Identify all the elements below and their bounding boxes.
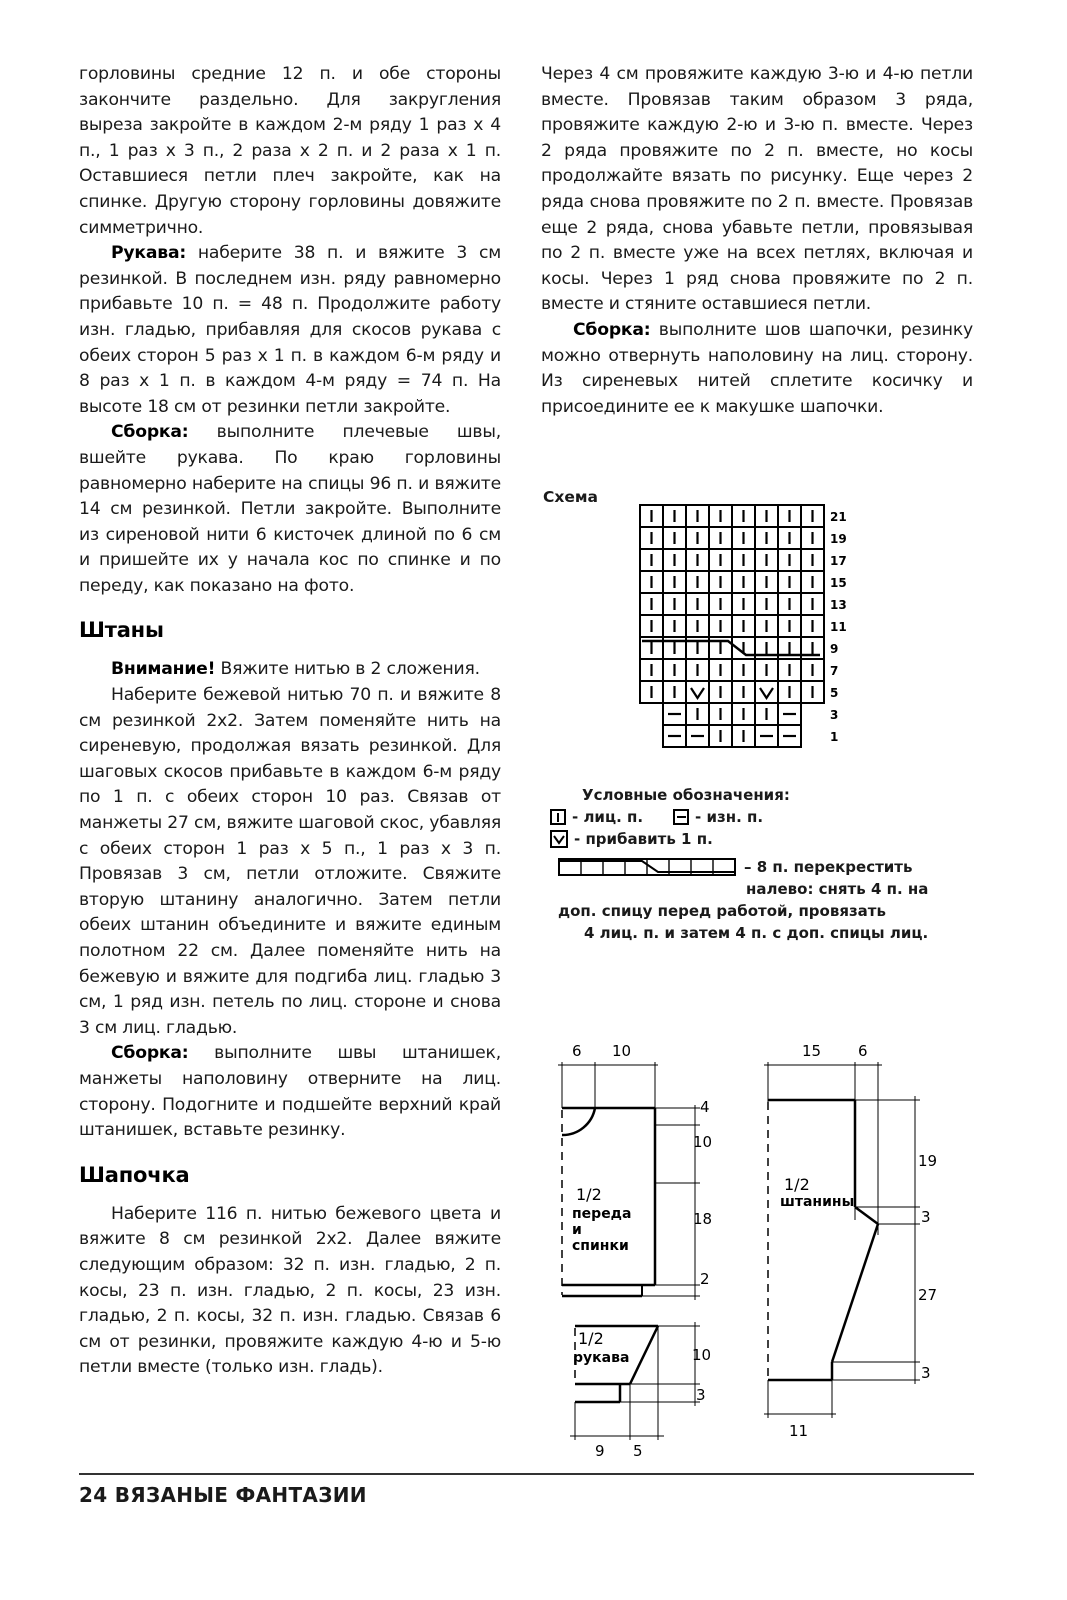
assembly-label: Сборка:	[111, 422, 189, 443]
chart-cell	[732, 593, 755, 615]
legend-purl: - изн. п.	[695, 808, 764, 826]
chart-cell	[801, 593, 824, 615]
dim-label: 27	[918, 1286, 938, 1304]
chart-cell	[663, 527, 686, 549]
dim-label: 10	[612, 1042, 632, 1060]
chart-cell	[663, 615, 686, 637]
chart-cell	[801, 681, 824, 703]
dim-label: 6	[572, 1042, 582, 1060]
row-label: 11	[830, 620, 847, 634]
chart-cell	[686, 549, 709, 571]
chart-cell	[663, 681, 686, 703]
pattern-label: 1/2	[576, 1185, 602, 1204]
pattern-label: рукава	[573, 1350, 630, 1366]
legend	[550, 784, 970, 944]
chart-cell	[755, 703, 778, 725]
chart-cell	[686, 725, 709, 747]
row-label: 5	[830, 686, 839, 700]
chart-cell	[709, 549, 732, 571]
chart-cell	[778, 703, 801, 725]
pattern-label: штанины	[780, 1194, 855, 1210]
row-label: 3	[830, 708, 839, 722]
paragraph: Через 4 см провяжите каждую 3-ю и 4-ю петли вместе. Провязав таким образом 3 ряда, провяжите каждую 2-ю и 3-ю п. вместе. Через 2 ряда провяжите по 2 п. вместе, но косы продолжайте вязать по рисунку. Еще через 2 ряда снова провяжите по 2 п. вместе. Провязав еще 2 ряда, снова убавьте петли, провязывая по 2 п. вместе уже на всех петлях, включая и косы. Через 1 ряд снова провяжите по 2 п. вместе и стяните оставшиеся петли.	[541, 64, 973, 315]
assembly-label: Сборка:	[573, 319, 651, 340]
dim-label: 3	[921, 1364, 931, 1382]
knitting-chart	[630, 500, 850, 760]
dim-label: 5	[633, 1442, 643, 1460]
chart-cell	[778, 615, 801, 637]
chart-cell	[778, 725, 801, 747]
assembly-label: Сборка:	[111, 1043, 189, 1064]
chart-cell	[801, 659, 824, 681]
hat-heading: Шапочка	[79, 1162, 190, 1187]
chart-cell	[663, 659, 686, 681]
increase-stitch-icon	[550, 830, 568, 848]
chart-cell	[709, 505, 732, 527]
chart-cell	[709, 725, 732, 747]
chart-cell	[686, 681, 709, 703]
chart-cell	[640, 659, 663, 681]
pattern-label: 1/2	[784, 1175, 810, 1194]
chart-cell	[663, 549, 686, 571]
chart-cell	[732, 549, 755, 571]
magazine-title: ВЯЗАНЫЕ ФАНТАЗИИ	[114, 1483, 367, 1507]
pants-heading: Штаны	[79, 618, 164, 643]
left-column	[79, 62, 501, 1381]
chart-cell	[801, 571, 824, 593]
chart-cell	[686, 659, 709, 681]
chart-cell	[755, 505, 778, 527]
footer-divider	[79, 1473, 974, 1475]
chart-cell	[686, 593, 709, 615]
right-column	[541, 62, 973, 420]
chart-cell	[663, 725, 686, 747]
row-label: 9	[830, 642, 839, 656]
chart-cell	[755, 615, 778, 637]
chart-cell	[732, 527, 755, 549]
purl-stitch-icon	[673, 809, 689, 825]
chart-cell	[801, 615, 824, 637]
chart-cell	[709, 659, 732, 681]
chart-cell	[755, 593, 778, 615]
pattern-label: переда	[572, 1206, 632, 1222]
pants-pattern	[764, 1062, 920, 1418]
dim-label: 4	[700, 1098, 710, 1116]
chart-title: Схема	[543, 488, 599, 506]
chart-cell	[732, 659, 755, 681]
chart-cell	[778, 593, 801, 615]
chart-cell	[640, 505, 663, 527]
knit-stitch-icon	[550, 809, 566, 825]
pants-paragraph: Наберите бежевой нитью 70 п. и вяжите 8 см резинкой 2х2. Затем поменяйте нить на сиреневую, продолжая вязать резинкой. Для шаговых скосов прибавьте в каждом 6-м ряду по 1 п. с обеих сторон 10 раз. Связав от манжеты 27 см, вяжите шаговой скос, убавляя с обеих сторон 1 раз х 5 п., 1 раз х 3 п. Провязав 3 см, петли отложите. Свяжите вторую штанину аналогично. Затем петли обеих штанин объедините и вяжите единым полотном 22 см. Далее поменяйте нить на бежевую и вяжите для подгиба лиц. гладью 3 см, 1 ряд изн. петель по лиц. стороне и снова 3 см лиц. гладью.	[79, 685, 501, 1038]
sleeves-text: наберите 38 п. и вяжите 3 см резинкой. В последнем изн. ряду равномерно прибавьте 10 п. = 48 п. Продолжите работу изн. гладью, прибавляя для скосов рукава с обеих сторон 5 раз х 1 п. в каждом 6-м ряду и 8 раз х 1 п. в каждом 4-м ряду = 74 п. На высоте 18 см от резинки петли закройте.	[79, 243, 501, 417]
chart-cell	[640, 615, 663, 637]
legend-title: Условные обозначения:	[582, 786, 790, 804]
chart-cell	[663, 571, 686, 593]
assembly-text: выполните плечевые швы, вшейте рукава. По краю горловины равномерно наберите на спицы 96 п. и вяжите 14 см резинкой. Петли закройте. Выполните из сиреновой нити 6 кисточек длиной по 6 см и пришейте их у начала кос по спинке и по переду, как показано на фото.	[79, 422, 501, 596]
chart-cell	[778, 571, 801, 593]
row-label: 1	[830, 730, 839, 744]
dim-label: 19	[918, 1152, 938, 1170]
dim-label: 6	[858, 1042, 868, 1060]
dim-label: 18	[693, 1210, 713, 1228]
chart-cell	[755, 527, 778, 549]
chart-cell	[801, 527, 824, 549]
chart-cell	[709, 681, 732, 703]
assembly-text: выполните шов шапочки, резинку можно отвернуть наполовину на лиц. сторону. Из сиреневых нитей сплетите косичку и присоедините ее к макушке шапочки.	[541, 319, 973, 417]
dim-label: 9	[595, 1442, 605, 1460]
chart-cell	[755, 571, 778, 593]
sleeves-label: Рукава:	[111, 243, 187, 264]
chart-cell	[709, 571, 732, 593]
chart-cell	[709, 527, 732, 549]
chart-cell	[663, 593, 686, 615]
row-label: 7	[830, 664, 839, 678]
chart-cell	[801, 549, 824, 571]
chart-cell	[778, 549, 801, 571]
chart-cell	[732, 725, 755, 747]
dim-label: 11	[789, 1422, 809, 1440]
legend-cable-4: 4 лиц. п. и затем 4 п. с доп. спицы лиц.	[584, 924, 929, 942]
chart-cell	[778, 527, 801, 549]
pattern-label: и	[572, 1222, 582, 1238]
attention-paragraph	[79, 657, 501, 683]
dim-label: 15	[802, 1042, 822, 1060]
legend-cable-3: доп. спицу перед работой, провязать	[558, 902, 886, 920]
chart-cell	[686, 527, 709, 549]
chart-cell	[732, 505, 755, 527]
attention-label: Внимание!	[111, 659, 216, 680]
chart-cell	[640, 549, 663, 571]
chart-cell	[778, 505, 801, 527]
cable-cross-icon	[558, 857, 736, 877]
row-label: 17	[830, 554, 847, 568]
legend-cable-2: налево: снять 4 п. на	[746, 880, 929, 898]
pattern-label: 1/2	[578, 1329, 604, 1348]
chart-cell	[732, 615, 755, 637]
chart-cell	[755, 659, 778, 681]
attention-text: Вяжите нитью в 2 сложения.	[215, 659, 480, 680]
row-label: 19	[830, 532, 847, 546]
dim-label: 10	[692, 1346, 712, 1364]
dim-label: 3	[696, 1386, 706, 1404]
chart-cell	[686, 505, 709, 527]
chart-cell	[686, 571, 709, 593]
dim-label: 10	[693, 1133, 713, 1151]
chart-cell	[709, 703, 732, 725]
legend-knit: - лиц. п.	[572, 808, 644, 826]
chart-cell	[686, 615, 709, 637]
chart-cell	[778, 659, 801, 681]
chart-cell	[640, 527, 663, 549]
chart-cell	[640, 593, 663, 615]
chart-cell	[732, 681, 755, 703]
chart-cell	[755, 725, 778, 747]
chart-cell	[755, 681, 778, 703]
chart-cell	[755, 549, 778, 571]
assembly-paragraph	[79, 420, 501, 599]
hat-assembly-paragraph	[541, 318, 973, 420]
chart-cell	[778, 681, 801, 703]
pattern-diagrams	[540, 1010, 980, 1460]
chart-cell	[709, 615, 732, 637]
hat-paragraph: Наберите 116 п. нитью бежевого цвета и вяжите 8 см резинкой 2х2. Далее вяжите следующим образом: 32 п. изн. гладью, 2 п. косы, 23 п. изн. гладью, 2 п. косы, 23 изн. гладью, 2 п. косы, 32 п. изн. гладью. Связав 6 см от резинки, провяжите каждую 4-ю и 5-ю петли вместе (только изн. гладь).	[79, 1203, 501, 1378]
chart-cell	[686, 703, 709, 725]
dim-label: 3	[921, 1208, 931, 1226]
dim-label: 2	[700, 1270, 710, 1288]
front-back-pattern	[558, 1062, 700, 1300]
pants-assembly-paragraph	[79, 1041, 501, 1143]
chart-cell	[640, 571, 663, 593]
sleeves-paragraph	[79, 241, 501, 420]
chart-cell	[663, 703, 686, 725]
legend-cable-1: – 8 п. перекрестить	[744, 858, 913, 876]
chart-cell	[663, 505, 686, 527]
assembly-text: выполните швы штанишек, манжеты наполовину отверните на лиц. сторону. Подогните и подшейте верхний край штанишек, вставьте резинку.	[79, 1043, 501, 1141]
pattern-label: спинки	[572, 1238, 629, 1254]
row-label: 21	[830, 510, 847, 524]
row-label: 15	[830, 576, 847, 590]
row-label: 13	[830, 598, 847, 612]
page-number: 24	[79, 1483, 108, 1507]
chart-cell	[640, 681, 663, 703]
legend-increase: - прибавить 1 п.	[574, 830, 713, 848]
chart-cell	[801, 505, 824, 527]
paragraph: горловины средние 12 п. и обе стороны закончите раздельно. Для закругления выреза закройте в каждом 2-м ряду 1 раз х 4 п., 1 раз х 3 п., 2 раза х 2 п. и 2 раза х 1 п. Оставшиеся петли плеч закройте, как на спинке. Другую сторону горловины довяжите симметрично.	[79, 64, 501, 238]
chart-cell	[709, 593, 732, 615]
chart-cell	[732, 703, 755, 725]
footer	[79, 1483, 367, 1507]
chart-cell	[732, 571, 755, 593]
